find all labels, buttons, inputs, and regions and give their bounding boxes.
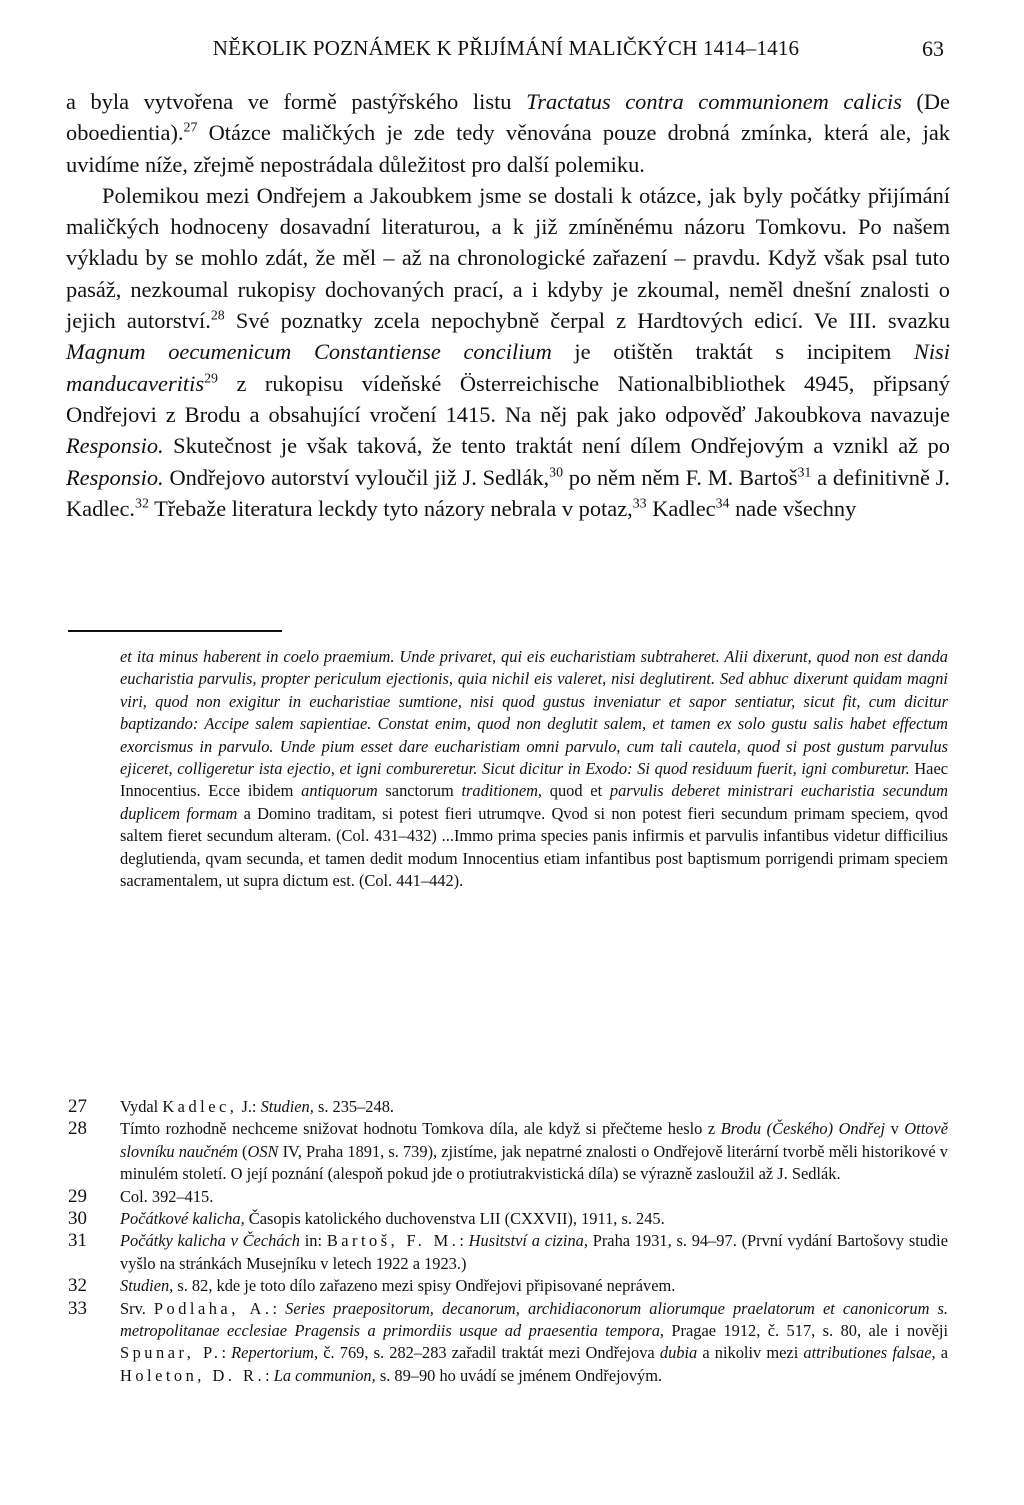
footnote-number: 30 <box>68 1208 87 1230</box>
paragraph-2: Polemikou mezi Ondřejem a Jakoubkem jsme se dostali k otázce, jak byly počátky přijímání maličkých hodnoceny dosavadní literaturou, a k již zmíněnému názoru Tomkovu. Po našem výkladu by se mohlo zdát, že měl – až na chronologické zařazení – pravdu. Když však psal tuto pasáž, nezkoumal rukopisy dochovaných prací, a i kdyby je zkoumal, neměl dnešní znalosti o jejich autorství.$^{28}$ Své poznatky zcela nepochybně čerpal z Hardtových edicí. Ve III. svazku Magnum oecumenicum Constantiense concilium je otištěn traktát s incipitem Nisi manducaveritis$^{29}$ z rukopisu vídeňské Österreichische Nationalbibliothek 4945, připsaný Ondřejovi z Brodu a obsahující vročení 1415. Na něj pak jako odpověď Jakoubkova navazuje Responsio. Skutečnost je však taková, že tento traktát není dílem Ondřejovým a vznikl až po Responsio. Ondřejovo autorství vyloučil již J. Sedlák,$^{30}$ po něm něm F. M. Bartoš$^{31}$ a definitivně J. Kadlec.$^{32}$ Třebaže literatura leckdy tyto názory nebrala v potaz,$^{33}$ Kadlec$^{34}$ nade všechny <box>66 182 950 521</box>
page-number: 63 <box>922 36 944 61</box>
footnote-ref-34[interactable]: 34 <box>715 496 730 512</box>
footnote-ref-30[interactable]: 30 <box>549 465 564 481</box>
footnote-27: 27 Vydal Kadlec, J.: Studien, s. 235–248. <box>68 1096 394 1117</box>
footnote-separator <box>68 630 282 632</box>
footnote-32: 32 Studien, s. 82, kde je toto dílo zařazeno mezi spisy Ondřejovi připisované neprávem. <box>68 1275 676 1297</box>
footnote-ref-33[interactable]: 33 <box>632 496 647 512</box>
running-title: NĚKOLIK POZNÁMEK K PŘIJÍMÁNÍ MALIČKÝCH 1414–1416 <box>212 36 800 60</box>
paragraph-1: a byla vytvořena ve formě pastýřského listu Tractatus contra communionem calicis (De oboedientia).$^{27}$ Otázce maličkých je zde tedy věnována pouze drobná zmínka, která ale, jak uvidíme níže, zřejmě nepostrádala důležitost pro další polemiku. <box>66 89 950 177</box>
footnote-29: 29 Col. 392–415. <box>68 1185 214 1207</box>
footnote-33: 33 Srv. Podlaha, A.: Series praepositorum, decanorum, archidiaconorum aliorumque praelatorum et canonicorum s. metropolitanae ecclesiae Pragensis a primordiis usque ad praesentia tempora, Pragae 1912, č. 517, s. 80, ale i nověji Spunar, P.: Repertorium, č. 769, s. 282–283 zařadil traktát mezi Ondřejova dubia a nikoliv mezi attributiones falsae, a Holeton, D. R.: La communion, s. 89–90 ho uvádí se jménem Ondřejovým. <box>68 1298 948 1388</box>
footnote-number: 28 <box>68 1118 87 1140</box>
footnote-continuation: et ita minus haberent in coelo praemium. Unde privaret, qui eis eucharistiam subtraheret. Alii dixerunt, quod non est danda eucharistia parvulis, propter periculum ejectionis, quia nichil eis valeret, nisi deglutirent. Sed abhuc dixerunt quidam magni viri, quod non exigitur in eucharistiae sumtione, nisi quod gustus inveniatur et sapor sentiatur, sicut fit, cum dicitur baptizando: Accipe salem sapientiae. Constat enim, quod non deglutit salem, et tamen ex solo gustu salis habet effectum exorcismus in parvulo. Unde pium esset dare eucharistiam omni parvulo, cum tali cautela, quod si post gustum parvulus ejiceret, colligeretur ista ejectio, et igni combureretur. Sicut dicitur in Exodo: Si quod residuum fuerit, igni comburetur. Haec Innocentius. Ecce ibidem antiquorum sanctorum traditionem, quod et parvulis deberet ministrari eucharistia secundum duplicem formam a Domino traditam, si potest fieri utrumqve. Qvod si non potest fieri secundum primam speciem, qvod saltem fieret secundum alteram. (Col. 431–432) ...Immo prima species panis infirmis et parvulis infantibus videtur difficilius deglutienda, qvam secunda, et tamen dedit modum Innocentius etiam infantibus post baptismum porrigendi primam speciem sacramentalem, ut supra dictum est. (Col. 441–442). <box>120 647 948 891</box>
footnote-ref-29[interactable]: 29 <box>204 371 218 387</box>
footnotes <box>68 1096 948 1387</box>
footnote-30: 30 Počátkové kalicha, Časopis katolického duchovenstva LII (CXXVII), 1911, s. 245. <box>68 1208 665 1230</box>
footnote-ref-27[interactable]: 27 <box>183 120 198 136</box>
footnote-number: 29 <box>68 1185 87 1207</box>
running-header <box>68 36 944 66</box>
footnote-number: 31 <box>68 1230 87 1252</box>
footnote-number: 33 <box>68 1297 87 1319</box>
footnote-ref-28[interactable]: 28 <box>210 308 225 324</box>
footnote-number: 27 <box>68 1096 87 1117</box>
footnote-28: 28 Tímto rozhodně nechceme snižovat hodnotu Tomkova díla, ale když si přečteme heslo z Brodu (Českého) Ondřej v Ottově slovníku naučném (OSN IV, Praha 1891, s. 739), zjistíme, jak nepatrné znalosti o Ondřejově literární tvorbě měli historikové v minulém století. O její poznání (alespoň pokud jde o protiutrakvistická díla) se výrazně zasloužil až J. Sedlák. <box>68 1118 948 1185</box>
footnote-number: 32 <box>68 1275 87 1297</box>
footnote-31: 31 Počátky kalicha v Čechách in: Bartoš, F. M.: Husitství a cizina, Praha 1931, s. 94–97. (První vydání Bartošovy studie vyšlo na stránkách Musejníku v letech 1922 a 1923.) <box>68 1230 948 1275</box>
footnote-ref-32[interactable]: 32 <box>135 496 149 512</box>
footnote-ref-31[interactable]: 31 <box>797 465 812 481</box>
main-text <box>66 86 950 524</box>
